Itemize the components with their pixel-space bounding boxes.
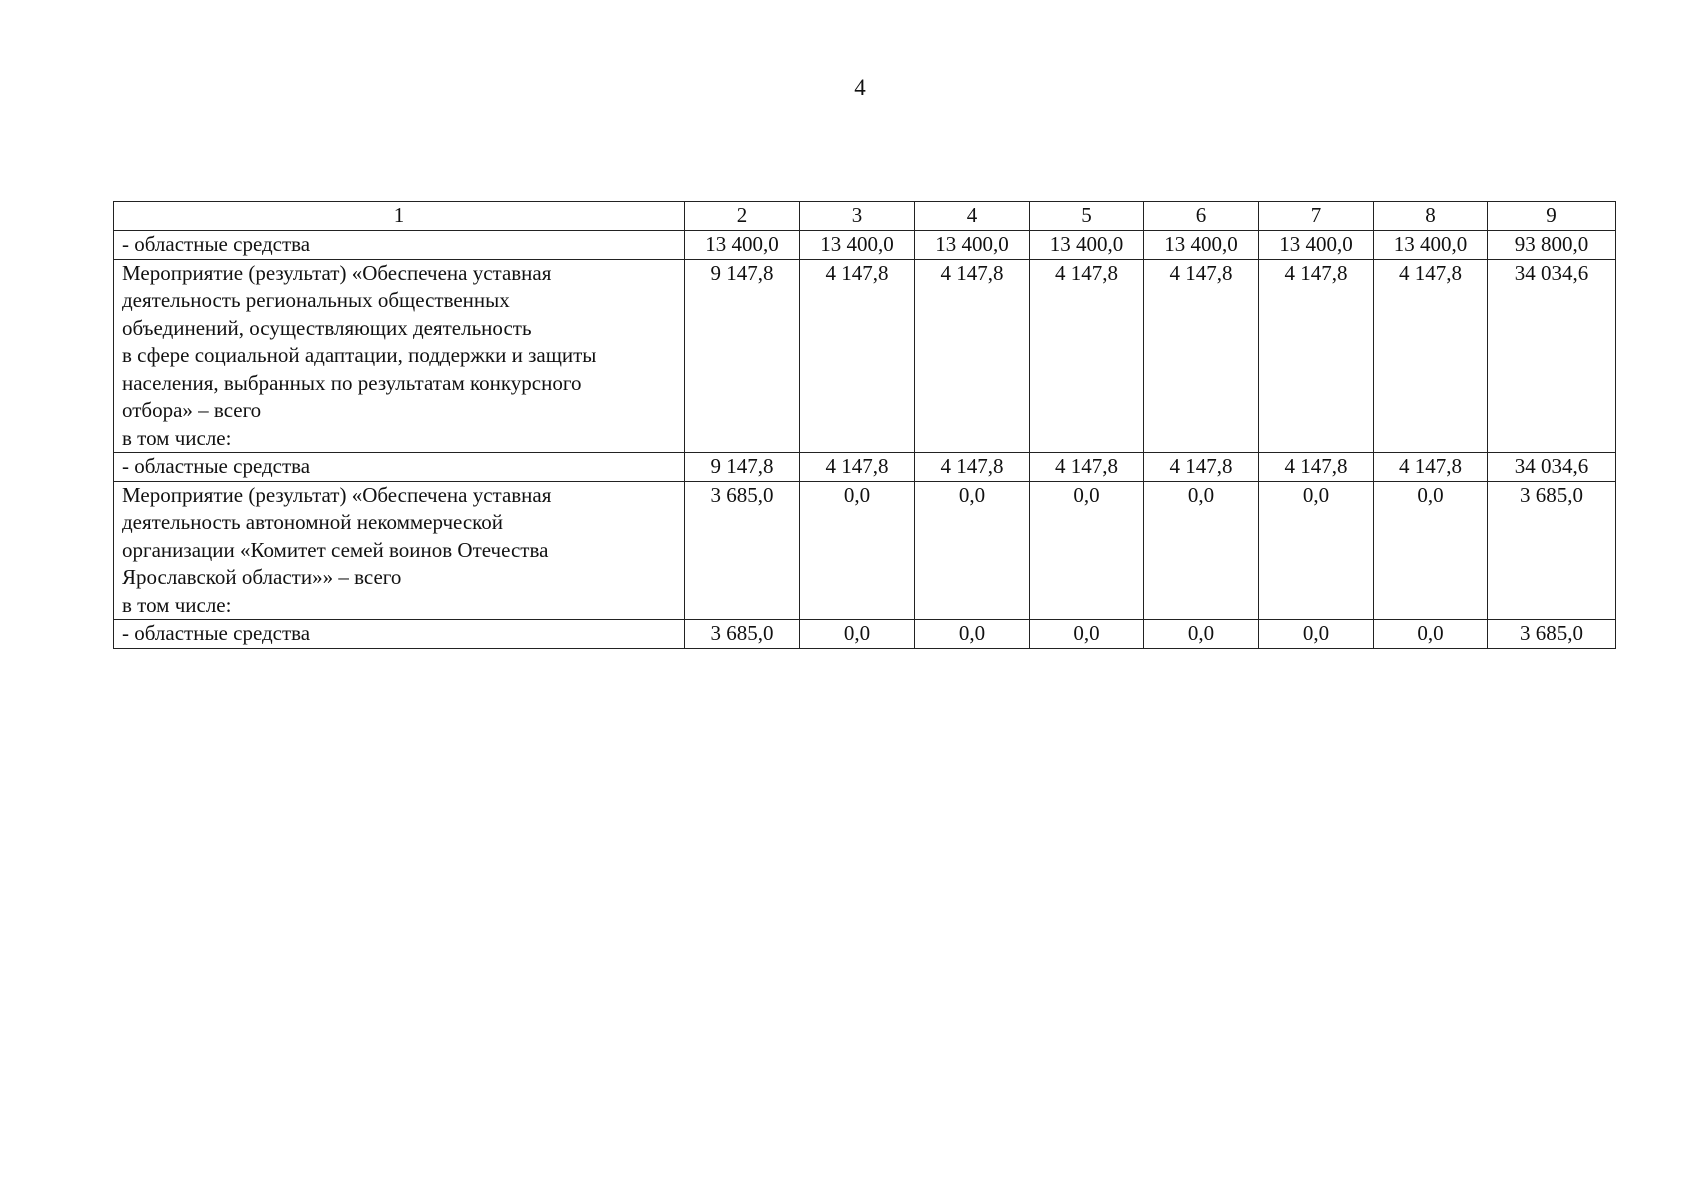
value-cell: 0,0 <box>1374 620 1488 649</box>
value-cell: 4 147,8 <box>1144 259 1259 453</box>
row-description <box>114 620 685 649</box>
header-cell: 1 <box>114 202 685 231</box>
description-line: в том числе: <box>122 592 232 617</box>
header-cell: 5 <box>1030 202 1144 231</box>
header-cell: 6 <box>1144 202 1259 231</box>
header-cell: 2 <box>685 202 800 231</box>
row-description <box>114 453 685 482</box>
value-cell: 0,0 <box>1259 620 1374 649</box>
description-line: деятельность региональных общественных <box>122 288 510 312</box>
value-cell: 13 400,0 <box>1259 231 1374 260</box>
value-cell: 0,0 <box>915 620 1030 649</box>
total-cell: 3 685,0 <box>1488 481 1616 620</box>
value-cell: 4 147,8 <box>800 259 915 453</box>
table-row <box>114 620 1616 649</box>
value-cell: 0,0 <box>1030 481 1144 620</box>
description-line: в том числе: <box>122 425 232 450</box>
description-line: объединений, осуществляющих деятельность <box>122 315 532 340</box>
value-cell: 4 147,8 <box>1259 259 1374 453</box>
value-cell: 13 400,0 <box>915 231 1030 260</box>
description-line: деятельность автономной некоммерческой <box>122 510 504 534</box>
row-description <box>114 481 685 620</box>
description-line: отбора» – всего <box>122 398 262 422</box>
total-cell: 93 800,0 <box>1488 231 1616 260</box>
header-cell: 8 <box>1374 202 1488 231</box>
description-line: населения, выбранных по результатам конкурсного <box>122 370 582 395</box>
value-cell: 0,0 <box>1259 481 1374 620</box>
description-line: - областные средства <box>122 621 311 645</box>
value-cell: 4 147,8 <box>800 453 915 482</box>
value-cell: 13 400,0 <box>1030 231 1144 260</box>
row-description <box>114 231 685 260</box>
description-line: Мероприятие (результат) «Обеспечена уставная <box>122 482 552 507</box>
table-row <box>114 481 1616 620</box>
header-row <box>114 202 1616 231</box>
value-cell: 4 147,8 <box>1144 453 1259 482</box>
row-description <box>114 259 685 453</box>
description-line: - областные средства <box>122 232 311 256</box>
description-line: Ярославской области»» – всего <box>122 565 402 589</box>
value-cell: 13 400,0 <box>685 231 800 260</box>
description-line: Мероприятие (результат) «Обеспечена уставная <box>122 260 552 285</box>
value-cell: 4 147,8 <box>1374 259 1488 453</box>
header-cell: 3 <box>800 202 915 231</box>
table-row <box>114 259 1616 453</box>
value-cell: 4 147,8 <box>1030 453 1144 482</box>
total-cell: 34 034,6 <box>1488 453 1616 482</box>
value-cell: 13 400,0 <box>1374 231 1488 260</box>
value-cell: 13 400,0 <box>1144 231 1259 260</box>
header-cell: 4 <box>915 202 1030 231</box>
value-cell: 0,0 <box>1374 481 1488 620</box>
total-cell: 34 034,6 <box>1488 259 1616 453</box>
value-cell: 0,0 <box>800 481 915 620</box>
value-cell: 9 147,8 <box>685 259 800 453</box>
value-cell: 0,0 <box>1144 481 1259 620</box>
value-cell: 13 400,0 <box>800 231 915 260</box>
value-cell: 4 147,8 <box>915 453 1030 482</box>
value-cell: 0,0 <box>800 620 915 649</box>
table-row <box>114 231 1616 260</box>
value-cell: 4 147,8 <box>1374 453 1488 482</box>
value-cell: 0,0 <box>1030 620 1144 649</box>
value-cell: 9 147,8 <box>685 453 800 482</box>
value-cell: 4 147,8 <box>1259 453 1374 482</box>
value-cell: 4 147,8 <box>1030 259 1144 453</box>
description-line: - областные средства <box>122 454 311 478</box>
description-line: организации «Комитет семей воинов Отечества <box>122 537 549 562</box>
total-cell: 3 685,0 <box>1488 620 1616 649</box>
value-cell: 4 147,8 <box>915 259 1030 453</box>
value-cell: 3 685,0 <box>685 481 800 620</box>
value-cell: 3 685,0 <box>685 620 800 649</box>
value-cell: 0,0 <box>1144 620 1259 649</box>
header-cell: 9 <box>1488 202 1616 231</box>
description-line: в сфере социальной адаптации, поддержки и защиты <box>122 343 597 367</box>
header-cell: 7 <box>1259 202 1374 231</box>
page-number: 4 <box>854 75 866 100</box>
budget-table <box>113 201 1616 649</box>
value-cell: 0,0 <box>915 481 1030 620</box>
table-row <box>114 453 1616 482</box>
